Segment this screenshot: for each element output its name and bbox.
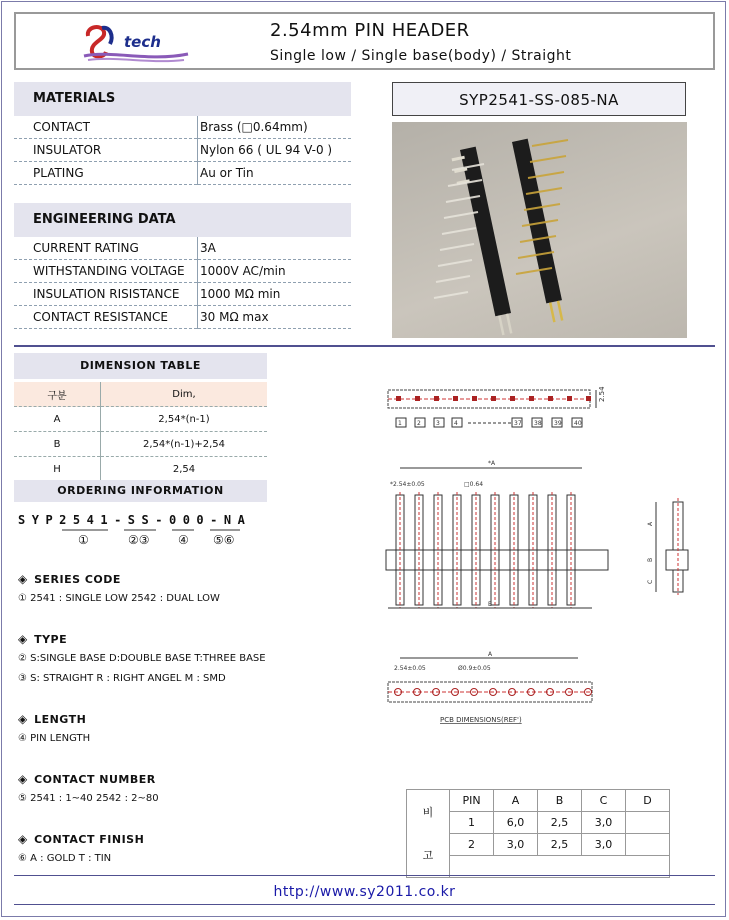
svg-text:*2.54±0.05: *2.54±0.05	[390, 481, 425, 488]
ordering-underlines	[62, 528, 242, 532]
contact-number-heading: ◈ CONTACT NUMBER	[18, 772, 156, 786]
front-view	[386, 460, 608, 608]
spec-label: PLATING	[14, 162, 198, 185]
pin-number: 40	[574, 420, 582, 427]
pin-dot	[472, 396, 477, 401]
pin-dot	[434, 396, 439, 401]
pin-dot	[415, 396, 420, 401]
spec-label: CURRENT RATING	[14, 237, 198, 260]
contact-finish-heading: ◈ CONTACT FINISH	[18, 832, 145, 846]
table-row: A 2,54*(n-1)	[14, 407, 267, 432]
engineering-table	[14, 237, 351, 329]
pin-number: 3	[436, 420, 440, 427]
pcb-view	[388, 651, 592, 724]
engineering-heading: ENGINEERING DATA	[14, 203, 351, 237]
remarks-table	[406, 789, 670, 878]
spec-value: 3A	[198, 237, 352, 260]
spec-value: 1000 MΩ min	[198, 283, 352, 306]
pin-dot	[586, 396, 591, 401]
table-row	[14, 237, 351, 260]
ordering-index: ④	[178, 533, 189, 547]
table-row	[14, 139, 351, 162]
spec-value: Brass (□0.64mm)	[198, 116, 352, 139]
remarks-label: 비	[407, 790, 450, 834]
table-row	[14, 306, 351, 329]
table-header-row: 비 PIN A B C D	[407, 790, 670, 812]
contact-finish-line: ⑥ A : GOLD T : TIN	[18, 853, 112, 864]
table-row: B 2,54*(n-1)+2,54	[14, 432, 267, 457]
table-row	[14, 162, 351, 185]
pin-dot	[567, 396, 572, 401]
spec-label: INSULATION RISISTANCE	[14, 283, 198, 306]
spec-value: Au or Tin	[198, 162, 352, 185]
remarks-label: 고	[407, 834, 450, 878]
pin-dot	[529, 396, 534, 401]
part-number-box: SYP2541-SS-085-NA	[392, 82, 686, 116]
pin-dot	[491, 396, 496, 401]
pcb-caption: PCB DIMENSIONS(REF')	[440, 716, 522, 724]
svg-text:Ø0.9±0.05: Ø0.9±0.05	[458, 665, 491, 672]
spec-label: WITHSTANDING VOLTAGE	[14, 260, 198, 283]
page-subtitle: Single low / Single base(body) / Straight	[270, 48, 572, 64]
ordering-index: ⑤⑥	[213, 533, 235, 547]
table-row: H 2,54	[14, 457, 267, 482]
spec-label: CONTACT RESISTANCE	[14, 306, 198, 329]
pin-number: 39	[554, 420, 562, 427]
pin-dot	[396, 396, 401, 401]
spec-value: 30 MΩ max	[198, 306, 352, 329]
pin-dot	[548, 396, 553, 401]
type-line-2: ③ S: STRAIGHT R : RIGHT ANGEL M : SMD	[18, 673, 226, 684]
ordering-heading: ORDERING INFORMATION	[14, 480, 267, 502]
top-view	[388, 386, 606, 427]
ordering-index: ①	[78, 533, 89, 547]
materials-heading: MATERIALS	[14, 82, 351, 116]
pin-number: 2	[417, 420, 421, 427]
pin-number: 1	[398, 420, 402, 427]
type-line-1: ② S:SINGLE BASE D:DOUBLE BASE T:THREE BASE	[18, 653, 266, 664]
pin-number: 38	[534, 420, 542, 427]
footer-divider	[14, 875, 715, 876]
ordering-code: SYP2541-SS-000-NA	[18, 513, 252, 527]
side-view	[647, 498, 688, 595]
svg-text:2.54±0.05: 2.54±0.05	[394, 665, 426, 672]
spec-label: INSULATOR	[14, 139, 198, 162]
dimension-table	[14, 382, 267, 482]
col-header: Dim,	[101, 382, 268, 407]
table-row: 1 6,0 2,5 3,0	[407, 812, 670, 834]
table-header-row	[14, 382, 267, 407]
svg-text:A: A	[488, 651, 493, 658]
spec-value: 1000V AC/min	[198, 260, 352, 283]
table-row: 고 2 3,0 2,5 3,0	[407, 834, 670, 856]
dim-h-label: 2.54	[598, 386, 606, 402]
footer-divider	[14, 904, 715, 905]
pin-number: 4	[454, 420, 458, 427]
table-row	[14, 116, 351, 139]
pin-dot	[453, 396, 458, 401]
svg-text:□0.64: □0.64	[464, 481, 484, 488]
svg-text:C: C	[647, 579, 654, 584]
svg-text:B: B	[647, 557, 654, 562]
length-line: ④ PIN LENGTH	[18, 733, 91, 744]
type-heading: ◈ TYPE	[18, 632, 68, 646]
pin-number: 37	[514, 420, 522, 427]
pin-dot	[510, 396, 515, 401]
spec-value: Nylon 66 ( UL 94 V-0 )	[198, 139, 352, 162]
table-row	[14, 260, 351, 283]
dimension-table-heading: DIMENSION TABLE	[14, 353, 267, 379]
series-code-line: ① 2541 : SINGLE LOW 2542 : DUAL LOW	[18, 593, 220, 604]
spec-label: CONTACT	[14, 116, 198, 139]
length-heading: ◈ LENGTH	[18, 712, 87, 726]
col-header: 구분	[14, 382, 101, 407]
table-row	[14, 283, 351, 306]
svg-text:*A: *A	[488, 460, 496, 467]
ordering-index: ②③	[128, 533, 150, 547]
series-code-heading: ◈ SERIES CODE	[18, 572, 121, 586]
footer-url[interactable]: http://www.sy2011.co.kr	[273, 884, 456, 900]
page-title: 2.54mm PIN HEADER	[270, 20, 470, 41]
section-divider	[14, 345, 715, 347]
technical-drawing	[380, 380, 720, 730]
contact-number-line: ⑤ 2541 : 1~40 2542 : 2~80	[18, 793, 159, 804]
svg-text:A: A	[647, 521, 654, 526]
logo-text: tech	[124, 33, 161, 51]
svg-text:B: B	[488, 601, 493, 608]
product-photo	[392, 122, 687, 338]
materials-table	[14, 116, 351, 185]
company-logo	[80, 22, 190, 64]
